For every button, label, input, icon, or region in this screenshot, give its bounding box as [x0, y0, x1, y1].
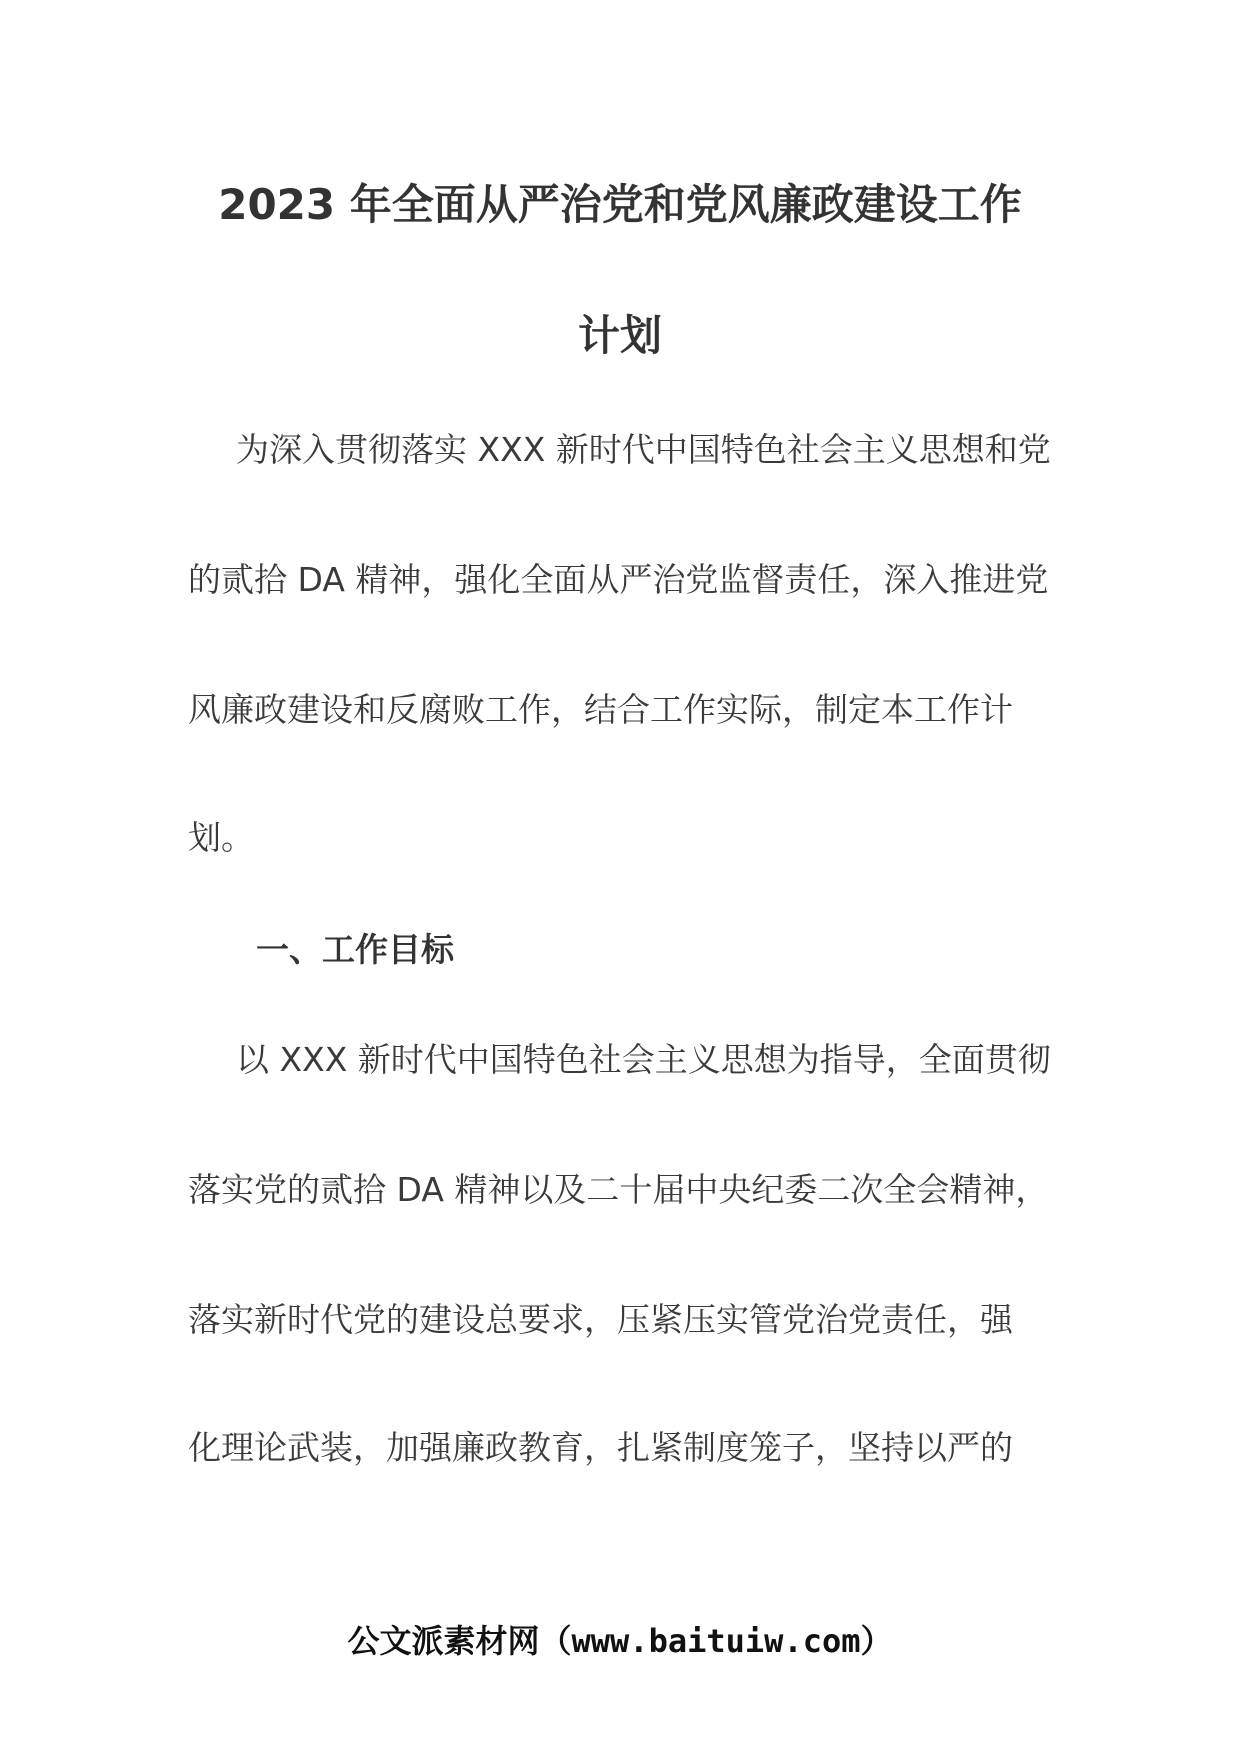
section-line-2: 落实党的贰拾 DA 精神以及二十届中央纪委二次全会精神，	[188, 1170, 1049, 1209]
section-line-3: 落实新时代党的建设总要求，压紧压实管党治党责任，强	[188, 1300, 1013, 1339]
intro-line-1: 为深入贯彻落实 XXX 新时代中国特色社会主义思想和党	[236, 430, 1051, 469]
intro-line-3: 风廉政建设和反腐败工作，结合工作实际，制定本工作计	[188, 690, 1013, 729]
intro-line-4: 划。	[188, 818, 254, 857]
section-line-4: 化理论武装，加强廉政教育，扎紧制度笼子，坚持以严的	[188, 1428, 1013, 1467]
document-title-line-1: 2023 年全面从严治党和党风廉政建设工作	[218, 180, 1022, 229]
footer-watermark	[0, 1616, 1240, 1662]
section-heading: 一、工作目标	[256, 930, 454, 969]
intro-line-2: 的贰拾 DA 精神，强化全面从严治党监督责任，深入推进党	[188, 560, 1049, 599]
footer-url: （www.baituiw.com）	[539, 1622, 893, 1660]
section-line-1: 以 XXX 新时代中国特色社会主义思想为指导，全面贯彻	[236, 1040, 1051, 1079]
document-title-line-2: 计划	[577, 311, 662, 360]
footer-site-name: 公文派素材网	[347, 1622, 540, 1660]
